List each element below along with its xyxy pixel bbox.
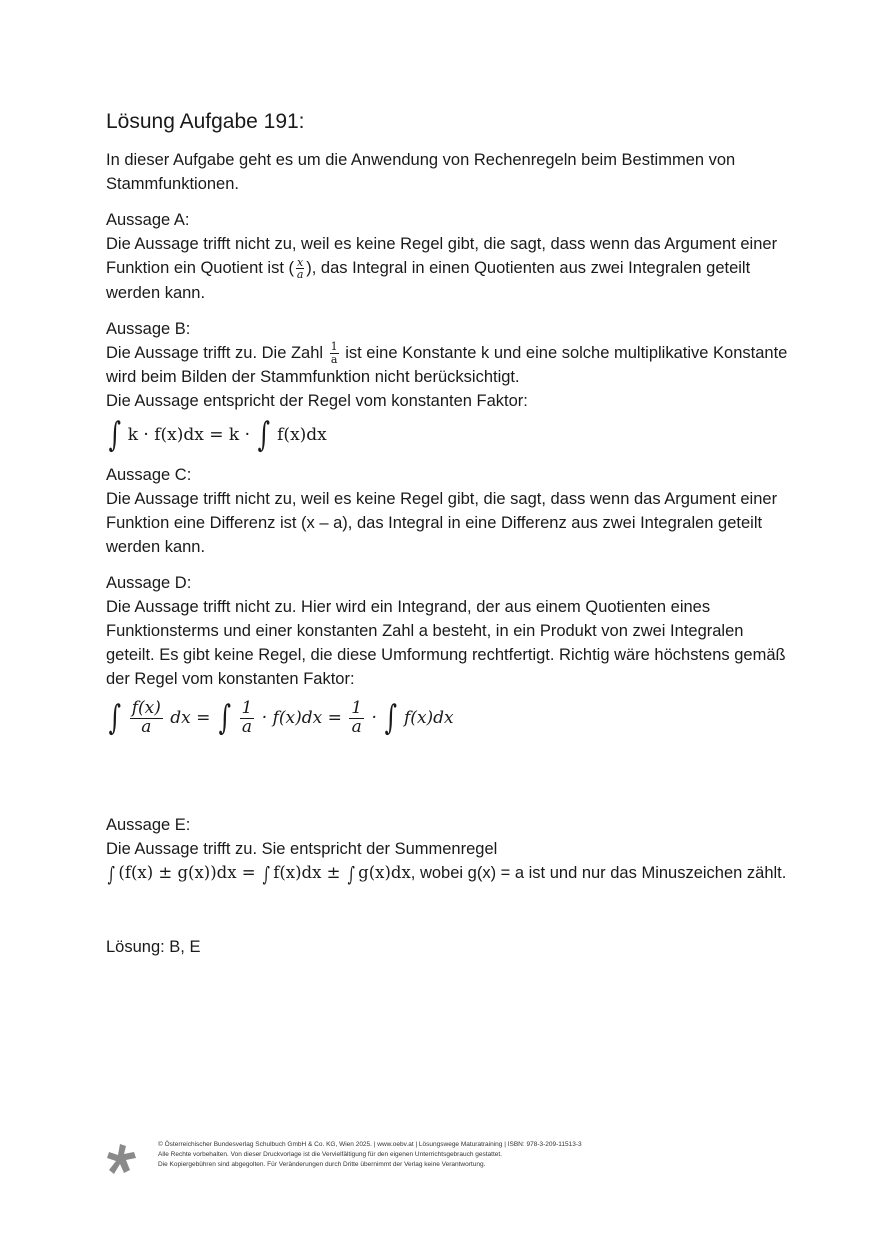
aussage-e-section (106, 813, 796, 885)
integral-sign-icon: ∫ (347, 861, 355, 886)
fraction-1-over-a (330, 341, 339, 365)
footer-line-1: © Österreichischer Bundesverlag Schulbuch GmbH & Co. KG, Wien 2025. | www.oebv.at | Lösungswege Maturatraining | ISBN: 978-3-209-11513-3 (158, 1141, 582, 1148)
aussage-a-text (106, 232, 796, 305)
aussage-e-formula-line (106, 861, 796, 885)
aussage-b-text-part-1: Die Aussage trifft zu. Die Zahl (106, 343, 328, 362)
formula-right: f(x)dx (277, 425, 327, 446)
aussage-c-section (106, 463, 796, 559)
aussage-e-text: Die Aussage trifft zu. Sie entspricht der Summenregel (106, 840, 498, 859)
formula-quotient (106, 693, 796, 743)
formula-part-2: · f(x)dx = (256, 708, 348, 729)
fraction-denominator: a (141, 717, 152, 738)
page-footer (106, 1140, 806, 1176)
document-page (106, 108, 796, 959)
intro-paragraph: In dieser Aufgabe geht es um die Anwendung von Rechenregeln beim Bestimmen von Stammfunktionen. (106, 151, 736, 193)
aussage-a-text-part-2: ), das Integral in einen Quotienten aus zwei Integralen geteilt werden kann. (106, 259, 751, 302)
fraction-denominator: a (241, 717, 253, 738)
spacer (106, 743, 796, 813)
fraction-numerator: x (297, 255, 304, 269)
aussage-c-label: Aussage C: (106, 466, 192, 485)
formula-constant-factor (106, 415, 796, 455)
formula-sum-part-3: g(x)dx (358, 863, 411, 883)
aussage-d-label: Aussage D: (106, 574, 192, 593)
aussage-e-suffix: , wobei g(x) = a ist und nur das Minuszeichen zählt. (410, 864, 787, 883)
formula-sum-rule (106, 861, 411, 886)
footer-line-3: Die Kopiergebühren sind abgegolten. Für Veränderungen durch Dritte übernimmt der Verlag keine Verantwortung. (158, 1161, 486, 1168)
integral-sign-icon: ∫ (108, 698, 122, 739)
integral-sign-icon: ∫ (262, 861, 270, 886)
aussage-b-label: Aussage B: (106, 319, 191, 338)
integral-sign-icon: ∫ (218, 698, 231, 739)
footer-line-2: Alle Rechte vorbehalten. Von dieser Druckvorlage ist die Vervielfältigung für den eigenen Unterrichtsgebrauch gestattet. (158, 1151, 502, 1158)
formula-part-1: dx = (164, 708, 216, 729)
aussage-b-text (106, 341, 796, 390)
integral-sign-icon: ∫ (258, 415, 271, 456)
integral-sign-icon: ∫ (107, 861, 115, 886)
fraction-fx-over-a (130, 697, 163, 738)
fraction-numerator: 1 (241, 697, 253, 718)
fraction-numerator: 1 (351, 697, 363, 718)
integral-sign-icon: ∫ (384, 698, 398, 739)
aussage-e-label: Aussage E: (106, 816, 191, 835)
fraction-numerator: 1 (330, 340, 338, 354)
footer-copyright (158, 1140, 582, 1170)
formula-left: k · f(x)dx = k · (127, 425, 256, 446)
aussage-b-section (106, 317, 796, 456)
fraction-x-over-a (296, 257, 304, 281)
formula-sum-part-1: (f(x) ± g(x))dx = (118, 863, 261, 883)
aussage-b-rule-text: Die Aussage entspricht der Regel vom konstanten Faktor: (106, 392, 528, 411)
publisher-logo-icon (106, 1142, 138, 1176)
fraction-denominator: a (296, 268, 304, 282)
fraction-denominator: a (351, 717, 362, 738)
aussage-a-label: Aussage A: (106, 211, 190, 229)
formula-part-4: f(x)dx (404, 708, 454, 729)
spacer (106, 885, 796, 935)
solution-text: Lösung: B, E (106, 938, 201, 957)
integral-sign-icon: ∫ (108, 415, 122, 456)
fraction-1-over-a (349, 697, 364, 738)
aussage-a-text-part-1: Die Aussage trifft nicht zu, weil es keine Regel gibt, die sagt, dass wenn das Argument einer Funktion ein Quotient ist ( (106, 235, 778, 277)
aussage-c-text: Die Aussage trifft nicht zu, weil es keine Regel gibt, die sagt, dass wenn das Argument einer Funktion eine Differenz ist (x – a), das Integral in eine Differenz aus zwei Integralen geteilt werden kann. (106, 490, 778, 557)
formula-sum-part-2: f(x)dx ± (273, 863, 346, 883)
formula-part-3: · (366, 708, 383, 729)
aussage-a-section (106, 208, 796, 305)
fraction-1-over-a (240, 697, 255, 738)
aussage-b-text-part-2: ist eine Konstante k und eine solche multiplikative Konstante wird beim Bilden der Stammfunktion nicht berücksichtigt. (106, 343, 788, 387)
aussage-d-text: Die Aussage trifft nicht zu. Hier wird ein Integrand, der aus einem Quotienten eines Funktionsterms und einer konstanten Zahl a besteht, in ein Produkt von zwei Integralen geteilt. Es gibt keine Regel, die diese Umformung rechtfertigt. Richtig wäre höchstens gemäß der Regel vom konstanten Faktor: (106, 598, 786, 689)
page-title: Lösung Aufgabe 191: (106, 110, 305, 133)
aussage-d-section (106, 571, 796, 743)
fraction-denominator: a (330, 352, 338, 366)
fraction-numerator: f(x) (131, 697, 161, 718)
